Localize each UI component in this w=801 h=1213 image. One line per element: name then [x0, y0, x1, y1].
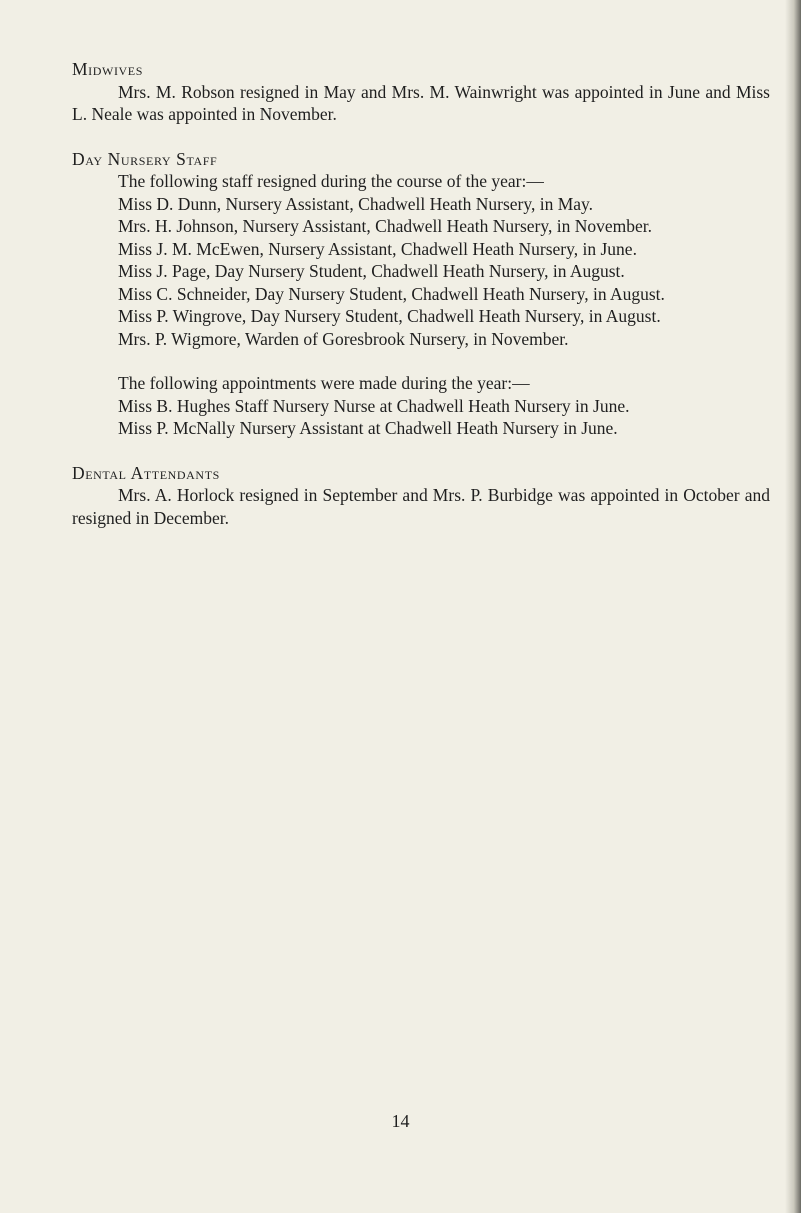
section-heading-dental: Dental Attendants: [72, 462, 220, 483]
resigned-item: Miss J. Page, Day Nursery Student, Chadwell Heath Nursery, in August.: [118, 261, 625, 281]
dental-paragraph: Mrs. A. Horlock resigned in September and Mrs. P. Burbidge was appointed in October and resigned in December.: [72, 485, 770, 528]
resigned-intro: The following staff resigned during the course of the year:—: [118, 171, 544, 191]
page-edge-shadow: [785, 0, 801, 1213]
resigned-item: Miss C. Schneider, Day Nursery Student, Chadwell Heath Nursery, in August.: [118, 283, 665, 304]
document-body: [72, 58, 770, 529]
appointed-item: Miss P. McNally Nursery Assistant at Chadwell Heath Nursery in June.: [118, 418, 618, 438]
section-heading-midwives: Midwives: [72, 59, 144, 79]
resigned-item: Miss P. Wingrove, Day Nursery Student, Chadwell Heath Nursery, in August.: [118, 306, 661, 326]
resigned-item: Miss D. Dunn, Nursery Assistant, Chadwell Heath Nursery, in May.: [118, 193, 594, 214]
midwives-paragraph: Mrs. M. Robson resigned in May and Mrs. M. Wainwright was appointed in June and Miss L. Neale was appointed in November.: [72, 81, 770, 124]
resigned-item: Mrs. P. Wigmore, Warden of Goresbrook Nursery, in November.: [118, 328, 569, 349]
appointed-item: Miss B. Hughes Staff Nursery Nurse at Chadwell Heath Nursery in June.: [118, 395, 630, 416]
resigned-item: Miss J. M. McEwen, Nursery Assistant, Chadwell Heath Nursery, in June.: [118, 238, 637, 259]
appointed-intro: The following appointments were made during the year:—: [118, 373, 530, 393]
page-number: 14: [391, 1111, 410, 1131]
section-heading-day-nursery: Day Nursery Staff: [72, 148, 218, 169]
resigned-item: Mrs. H. Johnson, Nursery Assistant, Chadwell Heath Nursery, in November.: [118, 216, 653, 236]
